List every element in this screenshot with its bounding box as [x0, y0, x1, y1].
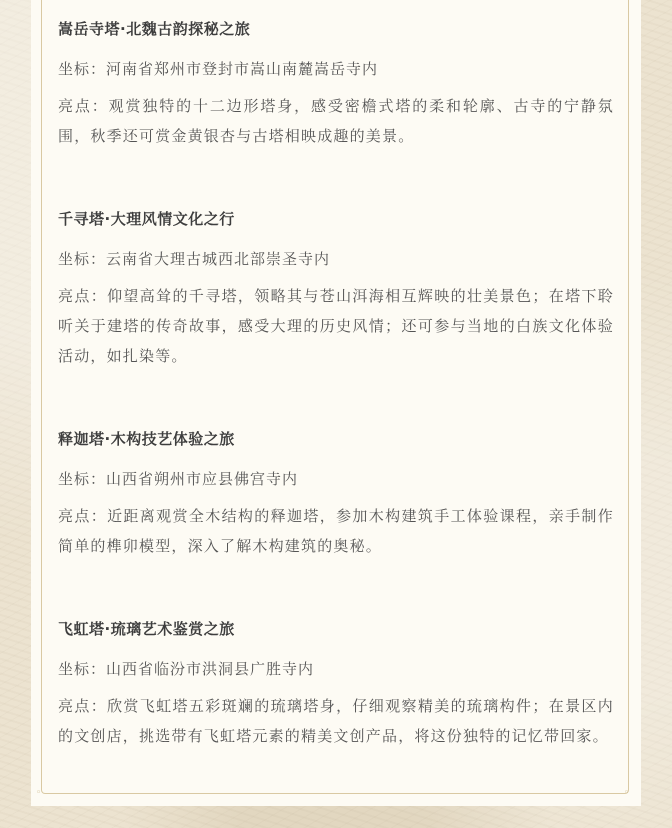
section-highlight: 亮点：仰望高耸的千寻塔，领略其与苍山洱海相互辉映的壮美景色；在塔下聆听关于建塔的传奇故事，感受大理的历史风情；还可参与当地的白族文化体验活动，如扎染等。 [58, 287, 614, 365]
section-coordinates: 坐标：河南省郑州市登封市嵩山南麓嵩岳寺内 [58, 60, 379, 78]
section-highlight: 亮点：观赏独特的十二边形塔身，感受密檐式塔的柔和轮廓、古寺的宁静氛围，秋季还可赏金黄银杏与古塔相映成趣的美景。 [58, 97, 614, 145]
section-title: 释迦塔·木构技艺体验之旅 [58, 430, 235, 448]
section-coordinates: 坐标：云南省大理古城西北部崇圣寺内 [58, 250, 331, 268]
section-coordinates: 坐标：山西省朔州市应县佛宫寺内 [58, 470, 299, 488]
corner-ornament-left: ◦ [36, 788, 42, 798]
section-title: 飞虹塔·琉璃艺术鉴赏之旅 [58, 620, 235, 638]
section-title: 千寻塔·大理风情文化之行 [58, 210, 235, 228]
section-highlight: 亮点：欣赏飞虹塔五彩斑斓的琉璃塔身，仔细观察精美的琉璃构件；在景区内的文创店，挑选带有飞虹塔元素的精美文创产品，将这份独特的记忆带回家。 [58, 697, 614, 745]
section-highlight: 亮点：近距离观赏全木结构的释迦塔，参加木构建筑手工体验课程，亲手制作简单的榫卯模型，深入了解木构建筑的奥秘。 [58, 507, 614, 555]
corner-ornament-right: ◦ [624, 788, 630, 798]
section-coordinates: 坐标：山西省临汾市洪洞县广胜寺内 [58, 660, 315, 678]
section-title: 嵩岳寺塔·北魏古韵探秘之旅 [58, 20, 251, 38]
